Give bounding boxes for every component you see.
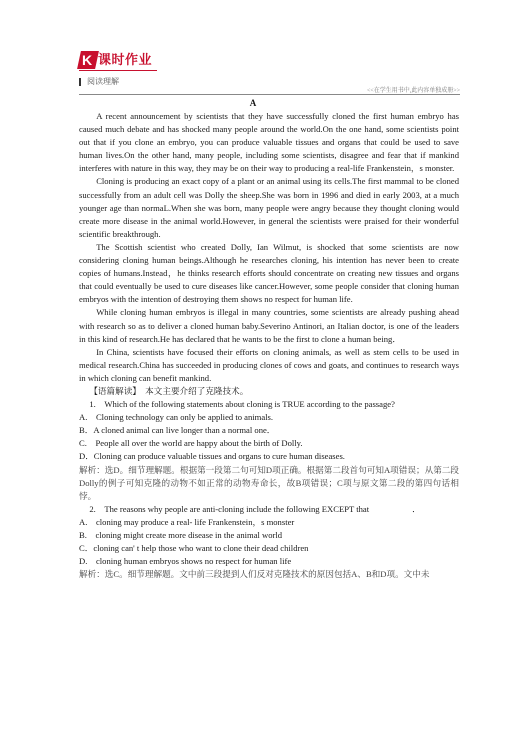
brand-logo — [79, 51, 159, 69]
section-label: 阅读理解 — [87, 77, 119, 86]
question-stem: 1. Which of the following statements about cloning is TRUE according to the passage? — [89, 399, 395, 410]
section-marker — [79, 78, 81, 86]
question-option: C. People all over the world are happy about the birth of Dolly. — [79, 438, 303, 449]
logo-underline — [79, 70, 157, 71]
question-option: A. cloning may produce a real- life Frankenstein，s monster — [79, 516, 295, 527]
question-option: B. cloning might create more disease in the animal world — [79, 530, 283, 540]
passage-paragraph: A recent announcement by scientists that they have successfully cloned the first human embryo has caused much debate and has shocked many people around the world.On the one hand, some scientists point out that if you clone an embryo, you can produce valuable tissues and organs that could be used to save human lives.On the other hand, many people, including some scientists, disagree and fear that if mankind interferes with nature in this way, they may be on their way to producing a real-life Frankenstein，s monster. — [79, 111, 459, 174]
answer-analysis: 解析：选C。细节理解题。文中前三段提到人们反对克隆技术的原因包括A、B和D项。文中未 — [79, 569, 430, 580]
header-note: <<在学生用书中,此内容单独成册>> — [366, 88, 460, 94]
question-stem: 2. The reasons why people are anti-cloning include the following EXCEPT that ． — [89, 503, 421, 514]
header-rule — [79, 94, 460, 95]
logo-glyph: K — [82, 52, 93, 68]
question-option: A. Cloning technology can only be applied to animals. — [79, 412, 274, 423]
passage-paragraph: The Scottish scientist who created Dolly, Ian Wilmut, is shocked that some scientists are now considering cloning human beings.Although he researches cloning, his intention has never been to create copies of humans.Instead，he thinks research efforts should concentrate on creating new tissues and organs that could eventually be used to cure diseases like cancer.However, some people consider that cloning human embryos with the intention of destroying them shows no respect for human life. — [79, 241, 459, 305]
passage-label: A — [249, 98, 257, 108]
passage-paragraph: While cloning human embryos is illegal in many countries, some scientists are already pushing ahead with research so as to deliver a cloned human baby.Severino Antinori, an Italian doctor, is one of the leaders in this kind of research.He has declared that he wants to be the first to clone a human being． — [79, 307, 459, 344]
answer-analysis: 解析：选D。细节理解题。根据第一段第二句可知D项正确。根据第二段首句可知A项错误；从第二段Dolly的例子可知克隆的动物不如正常的动物寿命长，故B项错误；C项与原文第二段的第四句话相悖。 — [79, 464, 459, 501]
question-option: B．A cloned animal can live longer than a normal one． — [79, 425, 276, 436]
passage-paragraph: Cloning is producing an exact copy of a plant or an animal using its cells.The first mammal to be cloned successfully from an adult cell was Dolly the sheep.She was born in 1996 and died in early 2003, at a much younger age than normaL.When she was born, many people were angry because they thought cloning would create more disease in the animal world.However, in general the scientists were praised for their wonderful scientific breakthrough. — [79, 176, 459, 239]
question-option: D．Cloning can produce valuable tissues and organs to cure human diseases. — [79, 451, 345, 462]
question-option: C．cloning can' t help those who want to clone their dead children — [79, 543, 309, 554]
document-body — [79, 110, 459, 581]
passage-intro: 【语篇解读】 本文主要介绍了克隆技术。 — [89, 385, 249, 396]
question-option: D. cloning human embryos shows no respect for human life — [79, 556, 292, 567]
logo-text: 课时作业 — [98, 52, 153, 67]
passage-paragraph: In China, scientists have focused their efforts on cloning animals, as well as stem cells to be used in medical research.China has succeeded in producing clones of cows and goats, and continues to research ways in which cloning can benefit mankind. — [79, 346, 459, 383]
